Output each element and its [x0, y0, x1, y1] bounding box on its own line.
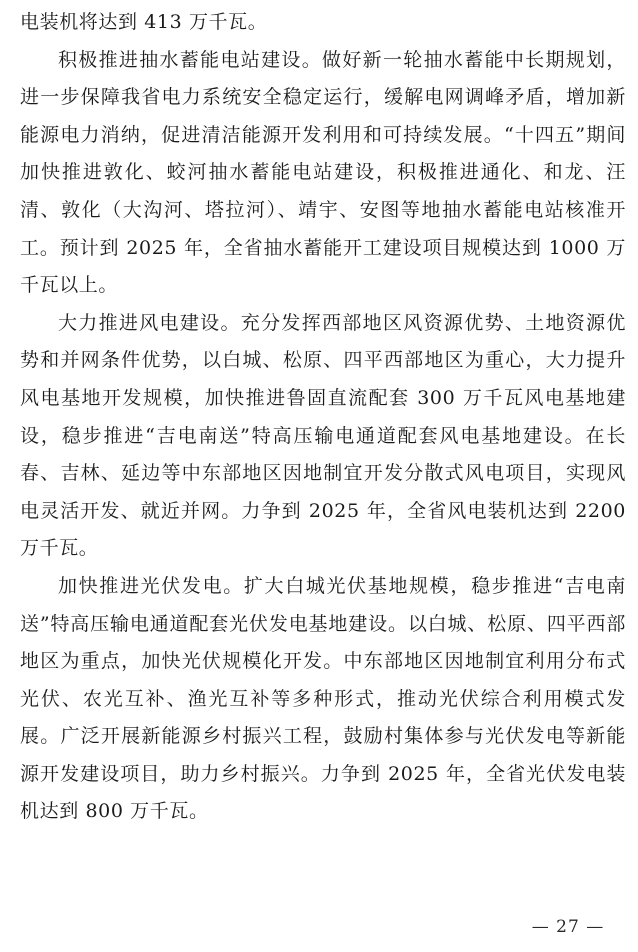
- paragraph-solar-power: 加快推进光伏发电。扩大白城光伏基地规模，稳步推进“吉电南送”特高压输电通道配套光伏发电基地建设。以白城、松原、四平西部地区为重点，加快光伏规模化开发。中东部地区因地制宜利用分布式光伏、农光互补、渔光互补等多种形式，推动光伏综合利用模式发展。广泛开展新能源乡村振兴工程，鼓励村集体参与光伏发电等新能源开发建设项目，助力乡村振兴。力争到 2025 年，全省光伏发电装机达到 800 万千瓦。: [20, 574, 626, 823]
- paragraph-pumped-storage: 积极推进抽水蓄能电站建设。做好新一轮抽水蓄能中长期规划，进一步保障我省电力系统安全稳定运行，缓解电网调峰矛盾，增加新能源电力消纳，促进清洁能源开发利用和可持续发展。“十四五”期间加快推进敦化、蛟河抽水蓄能电站建设，积极推进通化、和龙、汪清、敦化（大沟河、塔拉河）、靖宇、安图等地抽水蓄能电站核准开工。预计到 2025 年，全省抽水蓄能开工建设项目规模达到 1000 万千瓦以上。: [20, 48, 626, 297]
- paragraph-wind-power: 大力推进风电建设。充分发挥西部地区风资源优势、土地资源优势和并网条件优势，以白城、松原、四平西部地区为重心，大力提升风电基地开发规模，加快推进鲁固直流配套 300 万千瓦风电基地建设，稳步推进“吉电南送”特高压输电通道配套风电基地建设。在长春、吉林、延边等中东部地区因地制宜开发分散式风电项目，实现风电灵活开发、就近并网。力争到 2025 年，全省风电装机达到 2200 万千瓦。: [20, 311, 626, 560]
- page-number: — 27 —: [531, 917, 605, 937]
- document-body: [20, 4, 626, 831]
- paragraph-continuation: 电装机将达到 413 万千瓦。: [20, 11, 268, 33]
